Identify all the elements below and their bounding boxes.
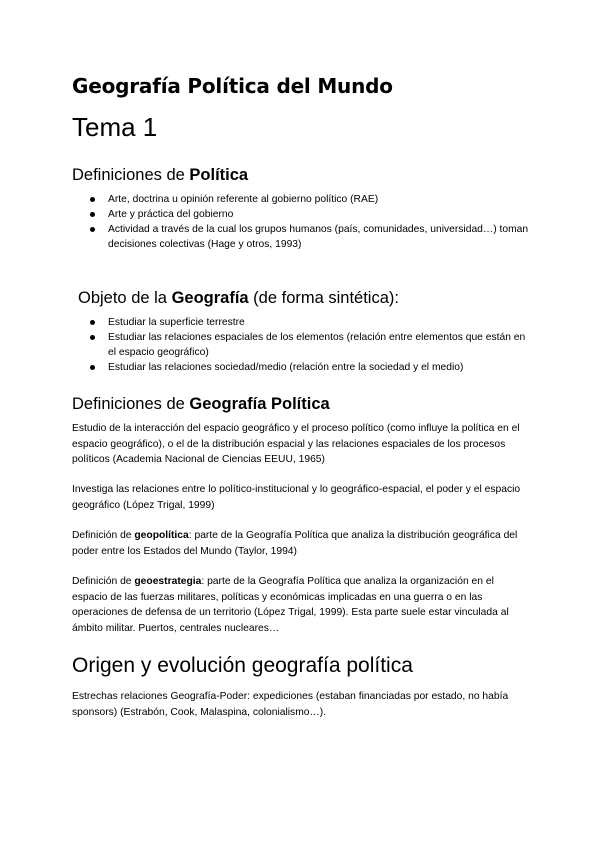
- heading-origen-evolucion: Origen y evolución geografía política: [72, 654, 413, 677]
- heading-definiciones-geografia-politica: [72, 395, 330, 414]
- heading-definiciones-politica: [72, 166, 248, 185]
- list-item: Actividad a través de la cual los grupos humanos (país, comunidades, universidad…) toman decisiones colectivas (Hage y otros, 1993): [90, 222, 540, 252]
- bullet-icon: [90, 335, 95, 340]
- objeto-list: [90, 315, 530, 375]
- heading-bold: Política: [189, 166, 249, 184]
- list-item: Estudiar las relaciones espaciales de los elementos (relación entre elementos que están en el espacio geográfico): [90, 330, 530, 360]
- list-item: Arte y práctica del gobierno: [90, 207, 540, 222]
- bullet-icon: [90, 320, 95, 325]
- document-subtitle: Tema 1: [72, 112, 158, 142]
- heading-prefix: Definiciones de: [72, 395, 190, 413]
- term-geopolitica: geopolítica: [134, 530, 189, 541]
- heading-prefix: Objeto de la: [78, 289, 172, 307]
- paragraph-geoestrategia: Definición de geoestrategia: parte de la Geografía Política que analiza la organización en el espacio de las fuerzas militares, políticas y económicas implicadas en una guerra o en las operaciones de defensa de un territorio (López Trigal, 1999). Esta parte suele estar vinculada al ámbito militar. Puertos, centrales nucleares…: [72, 576, 509, 634]
- bullet-icon: [90, 197, 95, 202]
- document-title: Geografía Política del Mundo: [72, 74, 393, 98]
- heading-bold: Geografía Política: [189, 395, 330, 413]
- politica-list: [90, 192, 540, 252]
- term-geoestrategia: geoestrategia: [134, 576, 202, 587]
- bullet-icon: [90, 227, 95, 232]
- heading-suffix: (de forma sintética):: [248, 289, 399, 307]
- heading-objeto-geografia: [78, 289, 399, 308]
- bullet-icon: [90, 365, 95, 370]
- heading-bold: Geografía: [171, 289, 249, 307]
- paragraph-origen: Estrechas relaciones Geografía-Poder: expediciones (estaban financiadas por estado, no había sponsors) (Estrabón, Cook, Malaspina, colonialismo…).: [72, 691, 509, 718]
- list-item: Estudiar la superficie terrestre: [90, 315, 530, 330]
- paragraph-academia: Estudio de la interacción del espacio geográfico y el proceso político (como influye la política en el espacio geográfico), o el de la distribución espacial y las relaciones espaciales de los procesos políticos (Academia Nacional de Ciencias EEUU, 1965): [72, 423, 520, 465]
- paragraph-geopolitica: Definición de geopolítica: parte de la Geografía Política que analiza la distribución geográfica del poder entre los Estados del Mundo (Taylor, 1994): [72, 530, 518, 557]
- bullet-icon: [90, 212, 95, 217]
- heading-prefix: Definiciones de: [72, 166, 190, 184]
- list-item: Arte, doctrina u opinión referente al gobierno político (RAE): [90, 192, 540, 207]
- list-item: Estudiar las relaciones sociedad/medio (relación entre la sociedad y el medio): [90, 360, 530, 375]
- paragraph-lopez-trigal: Investiga las relaciones entre lo político-institucional y lo geográfico-espacial, el poder y el espacio geográfico (López Trigal, 1999): [72, 484, 521, 511]
